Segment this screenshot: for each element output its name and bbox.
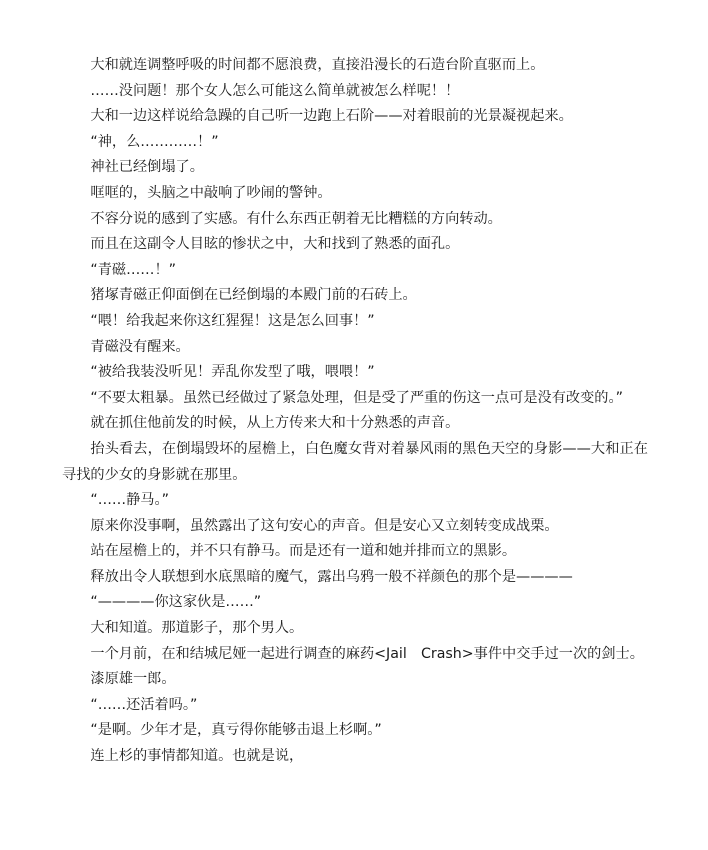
paragraph-23: 一个月前，在和结城尼娅一起进行调查的麻药<Jail Crash>事件中交手过一次的剑士。 bbox=[90, 645, 644, 662]
paragraph-9: “青磁……！” bbox=[90, 261, 177, 278]
paragraph-4: “神，么…………！” bbox=[90, 133, 219, 150]
paragraph-13: “被给我装没听见！弄乱你发型了哦，喂喂！” bbox=[90, 364, 375, 381]
paragraph-10: 猪塚青磁正仰面倒在已经倒塌的本殿门前的石砖上。 bbox=[90, 287, 417, 304]
paragraph-7: 不容分说的感到了实感。有什么东西正朝着无比糟糕的方向转动。 bbox=[90, 210, 502, 227]
paragraph-26: “是啊。少年才是，真亏得你能够击退上杉啊。” bbox=[90, 722, 382, 739]
paragraph-17: “……静马。” bbox=[90, 492, 169, 509]
paragraph-20: 释放出令人联想到水底黑暗的魔气，露出乌鸦一般不祥颜色的那个是———— bbox=[90, 568, 573, 585]
body-text bbox=[62, 53, 648, 770]
paragraph-11: “喂！给我起来你这红猩猩！这是怎么回事！” bbox=[90, 312, 375, 329]
paragraph-6: 哐哐的，头脑之中敲响了吵闹的警钟。 bbox=[90, 184, 332, 201]
paragraph-2: ……没问题！那个女人怎么可能这么简单就被怎么样呢！！ bbox=[90, 82, 460, 99]
paragraph-15: 就在抓住他前发的时候，从上方传来大和十分熟悉的声音。 bbox=[90, 415, 460, 432]
paragraph-1: 大和就连调整呼吸的时间都不愿浪费，直接沿漫长的石造台阶直驱而上。 bbox=[90, 57, 545, 73]
paragraph-8: 而且在这副令人目眩的惨状之中，大和找到了熟悉的面孔。 bbox=[90, 236, 460, 253]
paragraph-12: 青磁没有醒来。 bbox=[90, 338, 190, 355]
paragraph-25: “……还活着吗。” bbox=[90, 696, 198, 713]
paragraph-16: 抬头看去，在倒塌毁坏的屋檐上，白色魔女背对着暴风雨的黑色天空的身影——大和正在寻找的少女的身影就在那里。 bbox=[62, 440, 648, 483]
paragraph-3: 大和一边这样说给急躁的自己听一边跑上石阶——对着眼前的光景凝视起来。 bbox=[90, 108, 573, 125]
paragraph-22: 大和知道。那道影子，那个男人。 bbox=[90, 620, 304, 637]
paragraph-27: 连上杉的事情都知道。也就是说， bbox=[90, 748, 304, 765]
paragraph-21: “————你这家伙是……” bbox=[90, 594, 262, 611]
paragraph-24: 漆原雄一郎。 bbox=[90, 671, 176, 688]
paragraph-19: 站在屋檐上的，并不只有静马。而是还有一道和她并排而立的黑影。 bbox=[90, 543, 517, 560]
paragraph-14: “不要太粗暴。虽然已经做过了紧急处理，但是受了严重的伤这一点可是没有改变的。” bbox=[90, 389, 623, 406]
paragraph-18: 原来你没事啊，虽然露出了这句安心的声音。但是安心又立刻转变成战栗。 bbox=[90, 517, 559, 534]
paragraph-5: 神社已经倒塌了。 bbox=[90, 159, 204, 176]
